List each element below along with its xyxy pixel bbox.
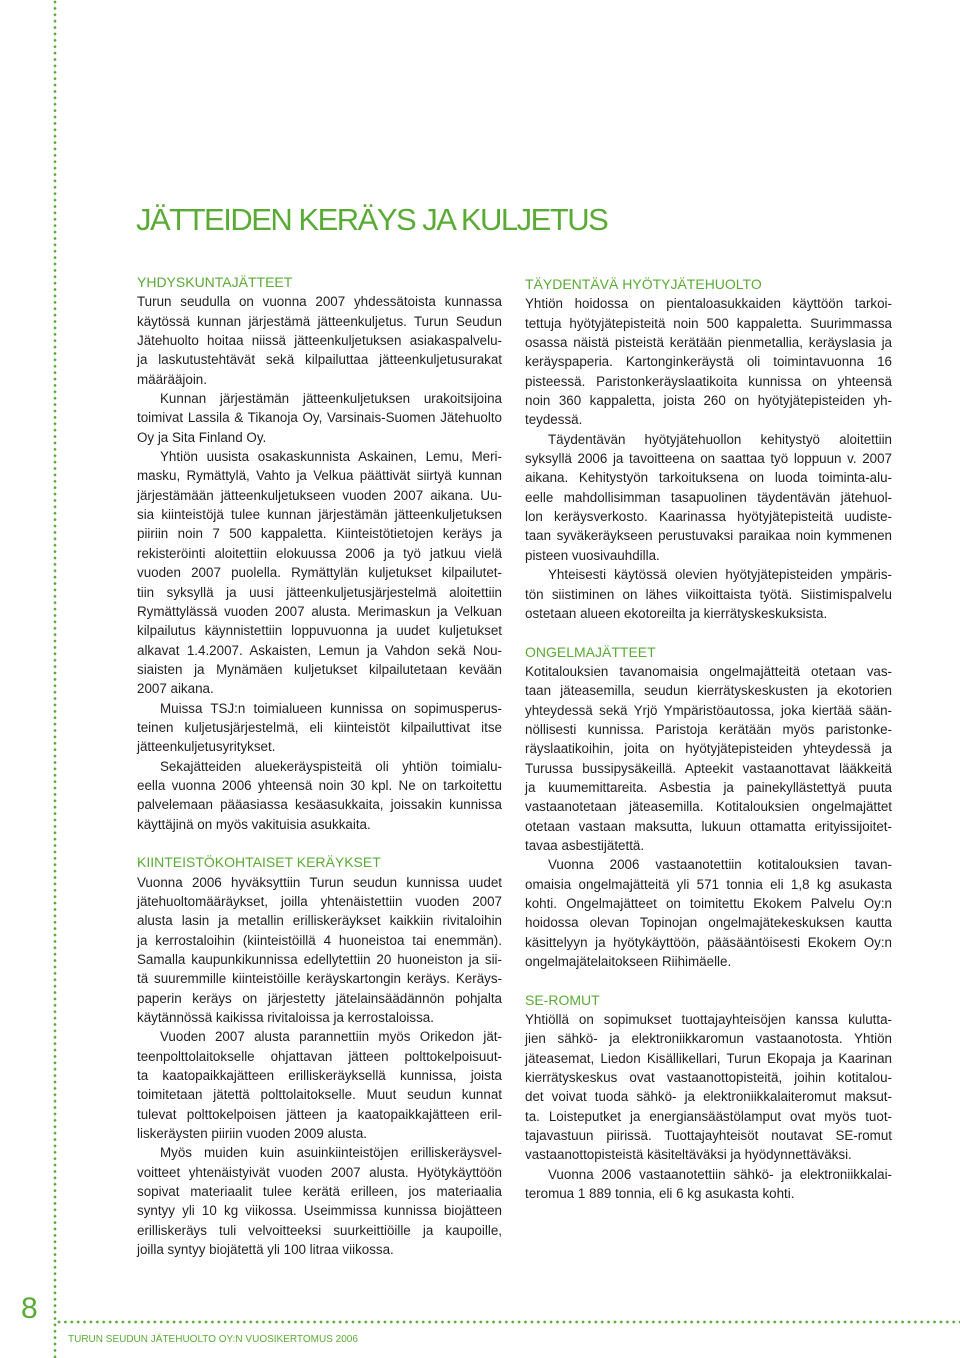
text-line: keräyspaperia. Kartonginkeräystä oli toimintavuonna 16 <box>525 354 892 370</box>
text-line: tön siistiminen on lähes viikoittaista työtä. Siistimispalvelu <box>525 586 892 602</box>
paragraph <box>137 1143 502 1259</box>
text-line: toimitetaan jätettä polttolaitokselle. Muut seudun kunnat <box>137 1087 502 1103</box>
text-line: Samalla kaupunkikunnissa edellytettiin 20 huoneiston ja sii- <box>137 952 502 968</box>
text-line: Yhteisesti käytössä olevien hyötyjätepisteiden ympäris- <box>548 567 892 583</box>
text-line: pisteessä. Paristonkeräyslaatikoita kunnissa on yhteensä <box>525 373 892 389</box>
text-line: räyslaatikoihin, joita on hyötyjätepisteiden yhteydessä ja <box>525 741 892 757</box>
left-column <box>137 273 502 1260</box>
paragraph <box>525 1165 892 1204</box>
text-line: eelle mahdollisimman tasapuolinen täydentävän jätehuol- <box>525 489 892 505</box>
article-section <box>137 853 502 1259</box>
text-line: Turun seudulla on vuonna 2007 yhdessätoista kunnassa <box>137 294 502 310</box>
text-line: tiin syksyllä ja uusi jätteenkuljetusjärjestelmä aloitettiin <box>137 584 502 600</box>
text-line: syksyllä 2006 ja tavoitteena on saattaa työ loppuun v. 2007 <box>525 451 892 467</box>
text-line: ongelmajätelaitokseen Riihimäelle. <box>525 954 732 970</box>
text-line: sopivat materiaalit tulee kerätä erilleen, jos materiaalia <box>137 1184 502 1200</box>
text-line: liskeräysten piiriin vuoden 2009 alusta. <box>137 1126 368 1142</box>
text-line: taan jäteasemilla, seudun kierrätyskeskusten ja ekotorien <box>525 683 892 699</box>
text-line: pisteen vuosivauhdilla. <box>525 547 660 563</box>
text-line: alusta lasin ja metallin erilliskeräykset kaikkiin rivitaloihin <box>137 913 502 929</box>
text-line: Vuoden 2007 alusta parannettiin myös Orikedon jät- <box>160 1029 502 1045</box>
text-line: sia kiinteistöjä tulee kunnan järjestämän jätteenkuljetuksen <box>137 507 502 523</box>
article-section <box>525 991 892 1204</box>
text-line: Rymättylässä vuoden 2007 alusta. Merimaskun ja Velkuan <box>137 603 502 619</box>
section-heading: KIINTEISTÖKOHTAISET KERÄYKSET <box>137 854 381 871</box>
text-line: taan syväkeräykseen perustuvaksi paraikaa noin kymmenen <box>525 528 892 544</box>
text-line: jätteenkuljetusyritykset. <box>137 739 276 755</box>
article-section <box>525 275 892 623</box>
paragraph <box>525 565 892 623</box>
text-line: käytössä kunnan järjestämä jätteenkuljetus. Turun Seudun <box>137 313 502 329</box>
footer-dotted-rule <box>57 1320 960 1324</box>
text-line: otetaan vastaan maksutta, lukuun ottamatta erityissijoitet- <box>525 818 892 834</box>
text-line: noin 360 kappaletta, joista 260 on hyötyjätepisteiden yh- <box>525 393 892 409</box>
text-line: kilpailutus käynnistettiin loppuvuonna ja uudet kuljetukset <box>137 623 502 639</box>
text-line: Vuonna 2006 vastaanotettiin kotitalouksien tavan- <box>548 857 892 873</box>
text-line: Yhtiön uusista osakaskunnista Askainen, Lemu, Meri- <box>160 449 502 465</box>
text-line: hoidossa olevan Topinojan ongelmajätekeskuksen kautta <box>525 915 892 931</box>
text-line: kohti. Ongelmajätteet on toimitettu Ekokem Palvelu Oy:n <box>525 895 892 911</box>
section-heading: ONGELMAJÄTTEET <box>525 643 656 660</box>
text-line: käyttäjinä on myös vakituisia asukkaita. <box>137 816 371 832</box>
text-line: paperin keräys on järjestetty jätelainsäädännön pohjalta <box>137 990 502 1006</box>
right-column <box>525 275 892 1203</box>
paragraph <box>525 1010 892 1165</box>
text-line: tettuja hyötyjätepisteitä noin 500 kappaletta. Suurimmassa <box>525 315 892 331</box>
text-line: toimivat Lassila & Tikanoja Oy, Varsinais-Suomen Jätehuolto <box>137 410 502 426</box>
text-line: Turussa bussipysäkeillä. Apteekit vastaanottavat lääkkeitä <box>525 760 892 776</box>
text-line: Sekajätteiden aluekeräyspisteitä oli yhtiön toimialu- <box>160 758 502 774</box>
paragraph <box>137 757 502 834</box>
text-line: vastaanottopisteistä käsiteltäväksi ja hyödynnettäväksi. <box>525 1147 852 1163</box>
text-line: Vuonna 2006 hyväksyttiin Turun seudun kunnissa uudet <box>137 874 502 890</box>
text-line: jäteasemat, Liedon Kisällikellari, Turun Ekopaja ja Kaarinan <box>525 1050 892 1066</box>
text-line: alkavat 1.4.2007. Askaisten, Lemun ja Vahdon sekä Nou- <box>137 642 502 658</box>
text-line: tavaa asbestijätettä. <box>525 837 645 853</box>
text-line: omaisia ongelmajätteitä yli 571 tonnia eli 1,8 kg asukasta <box>525 876 892 892</box>
text-line: aikana. Kehitystyön tarkoituksena on luoda toiminta-alu- <box>525 470 892 486</box>
paragraph <box>137 292 502 389</box>
text-line: Myös muiden kuin asuinkiinteistöjen erilliskeräysvel- <box>160 1145 502 1161</box>
text-line: ja kerrostaloihin (kiinteistöillä 4 huoneistoa tai enemmän). <box>137 932 502 948</box>
text-line: teydessä. <box>525 412 583 428</box>
text-line: palvelemaan pääasiassa kesäasukkaita, joissakin kunnissa <box>137 797 502 813</box>
text-line: 2007 aikana. <box>137 681 214 697</box>
text-line: järjestämään jätteenkuljetukseen vuoden 2007 aikana. Uu- <box>137 487 502 503</box>
text-line: Kotitalouksien tavanomaisia ongelmajätteitä otetaan vas- <box>525 663 892 679</box>
text-line: eella vuonna 2006 yhteensä noin 30 kpl. Ne on tarkoitettu <box>137 777 502 793</box>
text-line: osassa näistä pisteistä kerätään pienmetallia, keräyslasia ja <box>525 335 892 351</box>
paragraph <box>137 389 502 447</box>
text-line: Oy ja Sita Finland Oy. <box>137 429 267 445</box>
text-line: Yhtiön hoidossa on pientaloasukkaiden käyttöön tarkoi- <box>525 296 892 312</box>
article-section <box>137 273 502 834</box>
text-line: Muissa TSJ:n toimialueen kunnissa on sopimusperus- <box>160 700 502 716</box>
text-line: erilliskeräys tuli velvoitteeksi suurkeittiöille ja kaupoille, <box>137 1222 502 1238</box>
text-line: vastaanotetaan jäteasemilla. Kotitalouksien ongelmajättet <box>525 799 892 815</box>
paragraph <box>525 294 892 429</box>
text-line: siaisten ja Mynämäen kuljetukset kilpailutetaan kevään <box>137 661 502 677</box>
text-line: ta kaatopaikkajätteen erilliskeräyksellä kunnissa, joista <box>137 1068 502 1084</box>
text-line: teenpolttolaitokselle ohjattavan jätteen polttokelpoisuut- <box>137 1048 502 1064</box>
text-line: teromua 1 889 tonnia, eli 6 kg asukasta kohti. <box>525 1186 795 1202</box>
footer-text: TURUN SEUDUN JÄTEHUOLTO OY:N VUOSIKERTOMUS 2006 <box>68 1334 358 1345</box>
text-line: nöllisesti kunnissa. Paristoja kerätään myös paristonke- <box>525 721 892 737</box>
text-line: ja laskutustehtävät sekä kilpailuttaa jätteenkuljetusurakat <box>137 352 502 368</box>
section-heading: YHDYSKUNTAJÄTTEET <box>137 274 293 290</box>
text-line: joilla syntyy biojätettä yli 100 litraa viikossa. <box>137 1242 394 1258</box>
article-section <box>525 643 892 972</box>
paragraph <box>137 1027 502 1143</box>
text-line: määrääjoin. <box>137 371 207 387</box>
text-line: jien sähkö- ja elektroniikkaromun vastaanotosta. Yhtiön <box>525 1031 892 1047</box>
text-line: tajavastuun piirissä. Tuottajayhteisöt noutavat SE-romut <box>525 1128 892 1144</box>
text-line: Jätehuolto hoitaa niissä jätteenkuljetuksen asiakaspalvelu- <box>137 333 502 349</box>
text-line: käytännössä kaikissa rivitaloissa ja kerrostaloissa. <box>137 1010 434 1026</box>
text-line: tä suuremmille kiinteistöille keräyskartongin keräys. Keräys- <box>137 971 502 987</box>
section-heading: TÄYDENTÄVÄ HYÖTYJÄTEHUOLTO <box>525 276 762 292</box>
text-line: lon keräysverkosto. Kaarinassa hyötyjätepisteitä uudiste- <box>525 509 892 525</box>
page-title: JÄTTEIDEN KERÄYS JA KULJETUS <box>136 202 608 237</box>
margin-dotted-rule <box>53 0 57 1358</box>
text-line: Täydentävän hyötyjätehuollon kehitystyö aloitettiin <box>548 431 892 447</box>
section-heading: SE-ROMUT <box>525 991 600 1008</box>
text-line: jätehuoltomääräykset, joilla yhtenäistettiin vuoden 2007 <box>137 893 502 909</box>
text-line: voitteet yhtenäistyivät vuoden 2007 alusta. Hyötykäyttöön <box>137 1164 502 1180</box>
paragraph <box>137 447 502 698</box>
text-line: kierrätyskeskus ovat vastaanottopisteitä, joihin kotitalou- <box>525 1070 892 1086</box>
text-line: käsittelyyn ja hyötykäyttöön, pääsääntöisesti Ekokem Oy:n <box>525 934 892 950</box>
paragraph <box>525 662 892 855</box>
text-line: vuoden 2007 puolella. Rymättylän kuljetukset kilpailutet- <box>137 565 502 581</box>
text-line: syntyy yli 10 kg viikossa. Useimmissa kunnissa biojätteen <box>137 1203 502 1219</box>
text-line: piiriin noin 7 500 kappaletta. Kiinteistötietojen keräys ja <box>137 526 502 542</box>
paragraph <box>137 699 502 757</box>
text-line: ja kuumemittareita. Asbestia ja painekyllästettyä puuta <box>525 779 892 795</box>
text-line: ta. Loisteputket ja energiansäästölamput ovat myös tuot- <box>525 1108 892 1124</box>
text-line: teinen kuljetusjärjestelmä, eli kiinteistöt kilpailuttivat itse <box>137 719 502 735</box>
text-line: ostetaan alueen ekotoreilta ja kierrätyskeskuksista. <box>525 605 828 621</box>
text-line: Kunnan järjestämän jätteenkuljetuksen urakoitsijoina <box>160 391 502 407</box>
text-line: yhteydessä sekä Yrjö Ympäristöautossa, joka kiertää sään- <box>525 702 892 718</box>
text-line: tulevat polttokelpoisen jätteen ja kaatopaikkajätteen eril- <box>137 1106 502 1122</box>
text-line: rekisteröinti aloitettiin elokuussa 2006 ja työ jatkuu vielä <box>137 545 502 561</box>
paragraph <box>525 430 892 565</box>
text-line: masku, Rymättylä, Vahto ja Velkua päättivät siirtyä kunnan <box>137 468 502 484</box>
text-line: Vuonna 2006 vastaanotettiin sähkö- ja elektroniikkalai- <box>548 1166 892 1182</box>
page-number: 8 <box>21 1292 38 1325</box>
text-line: det voivat tuoda sähkö- ja elektroniikkalaiteromut maksut- <box>525 1089 892 1105</box>
paragraph <box>525 855 892 971</box>
text-line: Yhtiöllä on sopimukset tuottajayhteisöjen kanssa kulutta- <box>525 1012 892 1028</box>
paragraph <box>137 873 502 1028</box>
